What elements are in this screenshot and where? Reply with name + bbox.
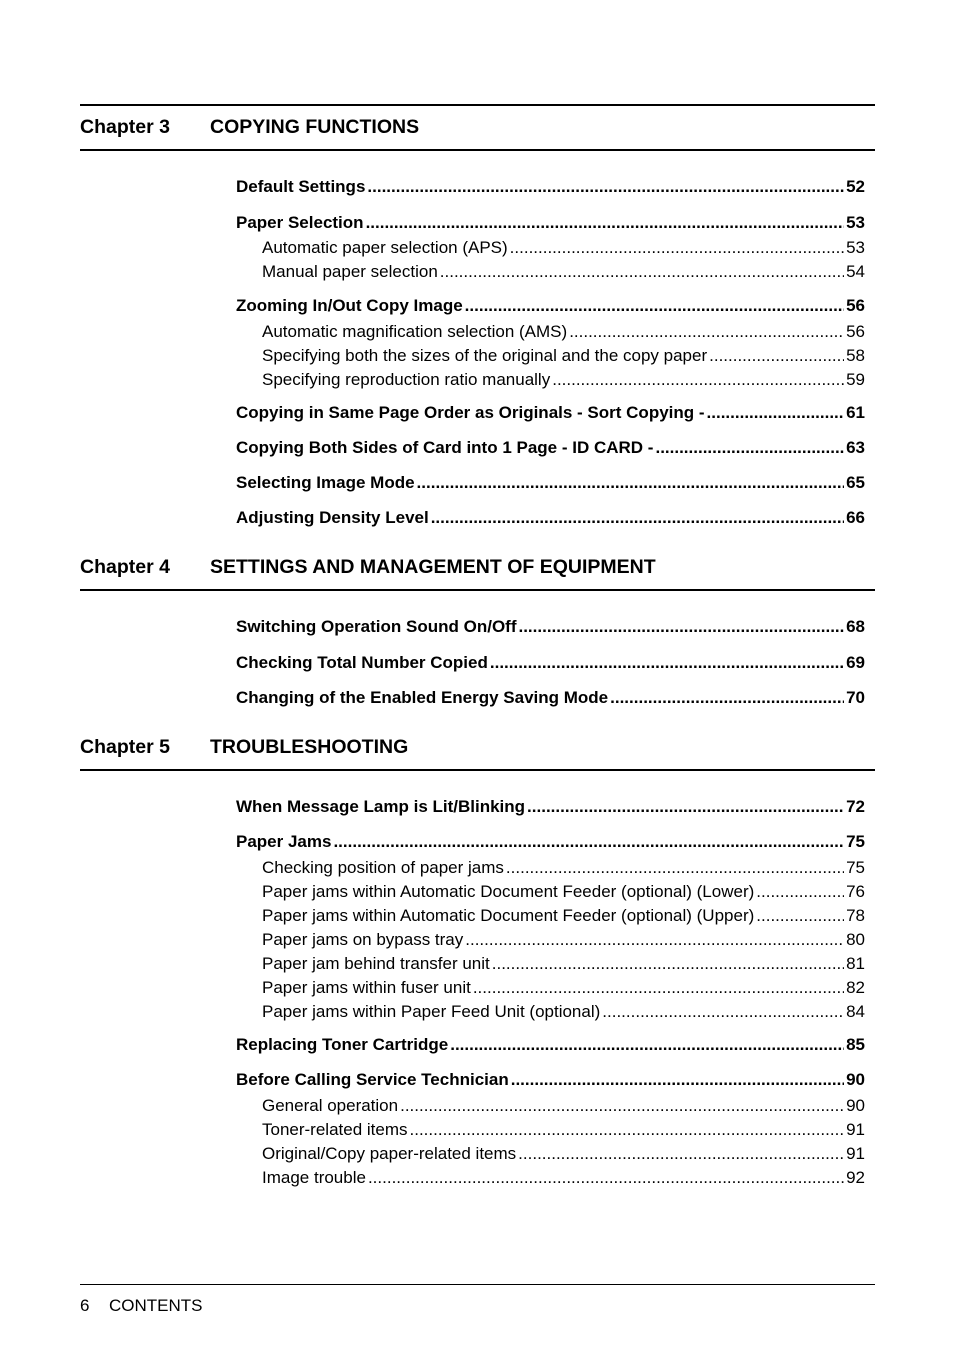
leader-dots xyxy=(518,1143,844,1165)
toc-subentry[interactable] xyxy=(262,321,865,343)
toc-subentry[interactable] xyxy=(262,1167,865,1189)
leader-dots xyxy=(655,437,844,459)
leader-dots xyxy=(400,1095,844,1117)
chapter-number: Chapter 5 xyxy=(80,736,170,758)
leader-dots xyxy=(368,1167,844,1189)
toc-subentry[interactable] xyxy=(262,1001,865,1023)
toc-entry-label: When Message Lamp is Lit/Blinking xyxy=(236,797,526,816)
toc-page-number: 78 xyxy=(846,906,865,925)
toc-entry[interactable] xyxy=(236,616,865,638)
leader-dots xyxy=(450,1034,844,1056)
leader-dots xyxy=(510,237,844,259)
leader-dots xyxy=(602,1001,844,1023)
toc-entry-label: Manual paper selection xyxy=(262,262,438,281)
toc-subentry[interactable] xyxy=(262,857,865,879)
chapter-title: TROUBLESHOOTING xyxy=(210,736,409,758)
chapter-3-header xyxy=(80,104,875,151)
toc-subentry[interactable] xyxy=(262,1143,865,1165)
page-footer xyxy=(80,1296,203,1316)
toc-subentry[interactable] xyxy=(262,1095,865,1117)
toc-entry-label: Specifying reproduction ratio manually xyxy=(262,370,551,389)
toc-page-number: 84 xyxy=(846,1002,865,1021)
toc-entry-label: Default Settings xyxy=(236,177,366,196)
toc-page-number: 91 xyxy=(846,1144,865,1163)
toc-entry[interactable] xyxy=(236,295,865,317)
toc-page-number: 68 xyxy=(846,617,865,636)
toc-page-number: 56 xyxy=(846,322,865,341)
chapter-number: Chapter 3 xyxy=(80,116,170,138)
toc-page-number: 82 xyxy=(846,978,865,997)
leader-dots xyxy=(756,905,844,927)
footer-rule xyxy=(80,1284,875,1285)
toc-entry[interactable] xyxy=(236,437,865,459)
toc-entry[interactable] xyxy=(236,402,865,424)
toc-entry-label: Selecting Image Mode xyxy=(236,473,415,492)
toc-entry-label: Checking position of paper jams xyxy=(262,858,504,877)
toc-subentry[interactable] xyxy=(262,261,865,283)
toc-page-number: 66 xyxy=(846,508,865,527)
chapter-4-header xyxy=(80,546,875,591)
toc-entry-label: Image trouble xyxy=(262,1168,366,1187)
toc-page-number: 53 xyxy=(846,238,865,257)
toc-entry-label: Paper jams within Automatic Document Feeder (optional) (Lower) xyxy=(262,882,755,901)
footer-section: CONTENTS xyxy=(109,1296,203,1315)
toc-subentry[interactable] xyxy=(262,881,865,903)
leader-dots xyxy=(473,977,844,999)
leader-dots xyxy=(366,212,845,234)
toc-page-number: 63 xyxy=(846,438,865,457)
leader-dots xyxy=(410,1119,845,1141)
toc-page-number: 69 xyxy=(846,653,865,672)
toc-entry[interactable] xyxy=(236,1069,865,1091)
leader-dots xyxy=(709,345,844,367)
toc-entry-label: Paper jams within Automatic Document Feeder (optional) (Upper) xyxy=(262,906,755,925)
leader-dots xyxy=(569,321,844,343)
toc-page-number: 90 xyxy=(846,1070,865,1089)
toc-page-number: 58 xyxy=(846,346,865,365)
toc-page-number: 61 xyxy=(846,403,865,422)
toc-subentry[interactable] xyxy=(262,929,865,951)
leader-dots xyxy=(490,652,844,674)
toc-entry-label: Paper jams within Paper Feed Unit (optional) xyxy=(262,1002,601,1021)
toc-subentry[interactable] xyxy=(262,1119,865,1141)
toc-page-number: 80 xyxy=(846,930,865,949)
leader-dots xyxy=(518,616,844,638)
toc-entry-label: Automatic magnification selection (AMS) xyxy=(262,322,568,341)
leader-dots xyxy=(610,687,844,709)
toc-page-number: 91 xyxy=(846,1120,865,1139)
toc-page-number: 72 xyxy=(846,797,865,816)
leader-dots xyxy=(440,261,844,283)
toc-entry[interactable] xyxy=(236,176,865,198)
toc-page-number: 53 xyxy=(846,213,865,232)
chapter-number: Chapter 4 xyxy=(80,556,170,578)
chapter-title: COPYING FUNCTIONS xyxy=(210,116,420,138)
toc-entry-label: Checking Total Number Copied xyxy=(236,653,488,672)
toc-entry-label: Automatic paper selection (APS) xyxy=(262,238,508,257)
toc-subentry[interactable] xyxy=(262,369,865,391)
chapter-5-header xyxy=(80,726,875,771)
leader-dots xyxy=(333,831,844,853)
toc-entry-label: Changing of the Enabled Energy Saving Mode xyxy=(236,688,609,707)
footer-page-number: 6 xyxy=(80,1296,90,1315)
toc-page-number: 75 xyxy=(846,832,865,851)
toc-entry-label: Copying in Same Page Order as Originals - Sort Copying - xyxy=(236,403,705,422)
toc-entry-label: Replacing Toner Cartridge xyxy=(236,1035,449,1054)
toc-page-number: 65 xyxy=(846,473,865,492)
toc-subentry[interactable] xyxy=(262,237,865,259)
toc-page-number: 52 xyxy=(846,177,865,196)
toc-entry-label: Specifying both the sizes of the original and the copy paper xyxy=(262,346,708,365)
toc-entry[interactable] xyxy=(236,212,865,234)
toc-entry-label: Before Calling Service Technician xyxy=(236,1070,509,1089)
toc-entry-label: Zooming In/Out Copy Image xyxy=(236,296,463,315)
toc-entry-label: Paper jam behind transfer unit xyxy=(262,954,490,973)
leader-dots xyxy=(527,796,844,818)
toc-subentry[interactable] xyxy=(262,345,865,367)
toc-page-number: 70 xyxy=(846,688,865,707)
leader-dots xyxy=(367,176,844,198)
leader-dots xyxy=(506,857,844,879)
leader-dots xyxy=(465,295,844,317)
toc-subentry[interactable] xyxy=(262,905,865,927)
toc-entry-label: Paper jams on bypass tray xyxy=(262,930,464,949)
leader-dots xyxy=(417,472,845,494)
leader-dots xyxy=(431,507,844,529)
toc-entry-label: General operation xyxy=(262,1096,399,1115)
toc-entry[interactable] xyxy=(236,472,865,494)
toc-entry-label: Paper Selection xyxy=(236,213,364,232)
toc-entry[interactable] xyxy=(236,1034,865,1056)
toc-entry-label: Toner-related items xyxy=(262,1120,408,1139)
toc-page-number: 56 xyxy=(846,296,865,315)
toc-entry[interactable] xyxy=(236,796,865,818)
leader-dots xyxy=(511,1069,844,1091)
toc-page-number: 59 xyxy=(846,370,865,389)
toc-subentry[interactable] xyxy=(262,953,865,975)
toc-entry-label: Copying Both Sides of Card into 1 Page - ID CARD - xyxy=(236,438,654,457)
toc-entry-label: Original/Copy paper-related items xyxy=(262,1144,517,1163)
toc-page-number: 92 xyxy=(846,1168,865,1187)
toc-entry-label: Paper Jams xyxy=(236,832,332,851)
toc-entry-label: Adjusting Density Level xyxy=(236,508,429,527)
toc-page-number: 76 xyxy=(846,882,865,901)
toc-page-number: 90 xyxy=(846,1096,865,1115)
toc-subentry[interactable] xyxy=(262,977,865,999)
chapter-title: SETTINGS AND MANAGEMENT OF EQUIPMENT xyxy=(210,556,656,578)
toc-entry[interactable] xyxy=(236,652,865,674)
toc-entry[interactable] xyxy=(236,831,865,853)
toc-entry[interactable] xyxy=(236,687,865,709)
toc-page-number: 54 xyxy=(846,262,865,281)
toc-page-number: 75 xyxy=(846,858,865,877)
toc-entry-label: Paper jams within fuser unit xyxy=(262,978,471,997)
leader-dots xyxy=(552,369,844,391)
toc-entry-label: Switching Operation Sound On/Off xyxy=(236,617,517,636)
toc-entry[interactable] xyxy=(236,507,865,529)
leader-dots xyxy=(492,953,844,975)
toc-page-number: 81 xyxy=(846,954,865,973)
leader-dots xyxy=(465,929,844,951)
leader-dots xyxy=(707,402,845,424)
leader-dots xyxy=(756,881,844,903)
toc-page-number: 85 xyxy=(846,1035,865,1054)
